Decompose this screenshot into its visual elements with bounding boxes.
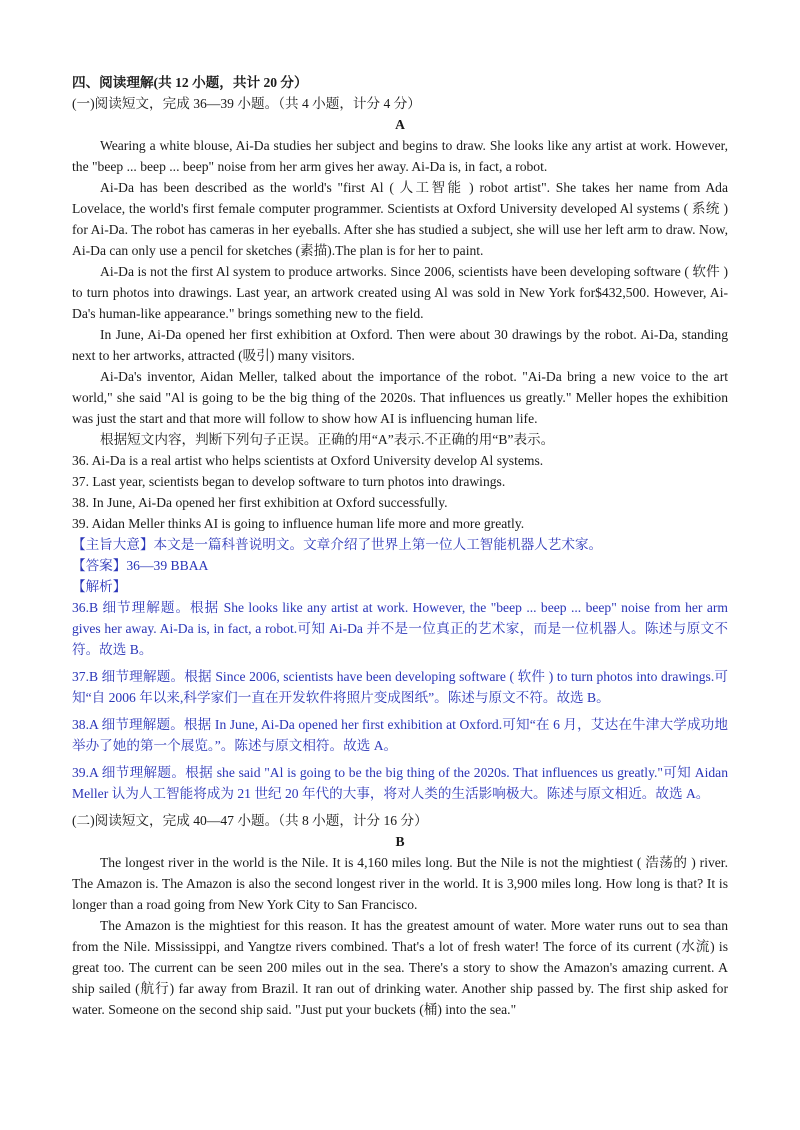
instructions: 根据短文内容，判断下列句子正误。正确的用“A”表示.不正确的用“B”表示。 bbox=[100, 432, 555, 447]
passage-a-paragraph: In June, Ai-Da opened her first exhibition at Oxford. Then were about 30 drawings by the robot. Ai-Da, standing next to her artworks, attracted (吸引) many visitors. bbox=[72, 327, 728, 363]
passage-b-paragraph: The Amazon is the mightiest for this reason. It has the greatest amount of water. More water runs out to sea than from the Nile. Mississippi, and Yangtze rivers combined. That's a lot of fresh water! The force of its current (水流) is great too. The current can be seen 200 miles out in the sea. There's a story to show the Amazon's amazing current. A ship sailed (航行) far away from Brazil. It ran out of drinking water. Another ship passed by. The first ship asked for water. Someone on the second ship said. "Just put your buckets (桶) into the sea." bbox=[72, 918, 728, 1017]
section-title: 四、阅读理解(共 12 小题，共计 20 分） bbox=[72, 75, 308, 90]
passage-b-paragraph: The longest river in the world is the Nile. It is 4,160 miles long. But the Nile is not the mightiest ( 浩荡的 ) river. The Amazon is. The Amazon is also the second longest river in the world. It is 3,900 miles long. How long is that? It is longer than a road going from New York City to San Francisco. bbox=[72, 855, 728, 912]
question-item: 39. Aidan Meller thinks AI is going to influence human life more and more greatly. bbox=[72, 516, 525, 531]
passage-a-paragraph: Ai-Da is not the first Al system to produce artworks. Since 2006, scientists have been developing software ( 软件 ) to turn photos into drawings. Last year, an artwork created using Al was sold in New York for$432,500. However, Ai-Da's human-like appearance." brings something new to the field. bbox=[72, 264, 728, 321]
passage-b-label: B bbox=[395, 834, 405, 849]
analysis-item: 36.B 细节理解题。根据 She looks like any artist at work. However, the "beep ... beep ... beep" noise from her arm gives her away. Ai-Da is, in fact, a robot.可知 Ai-Da 并不是一位真正的艺术家，而是一位机器人。陈述与原文不符。故选 B。 bbox=[72, 600, 728, 657]
question-item: 36. Ai-Da is a real artist who helps scientists at Oxford University develop Al systems. bbox=[72, 453, 544, 468]
analysis-item: 37.B 细节理解题。根据 Since 2006, scientists have been developing software ( 软件 ) to turn photos into drawings.可知“自 2006 年以来,科学家们一直在开发软件将照片变成图纸”。陈述与原文不符。故选 B。 bbox=[72, 669, 728, 705]
part2-intro: (二)阅读短文，完成 40—47 小题。（共 8 小题，计分 16 分） bbox=[72, 813, 428, 828]
part1-intro: (一)阅读短文，完成 36—39 小题。（共 4 小题，计分 4 分） bbox=[72, 96, 421, 111]
analysis-item: 38.A 细节理解题。根据 In June, Ai-Da opened her first exhibition at Oxford.可知“在 6 月，艾达在牛津大学成功地举办了她的第一个展览。”。陈述与原文相符。故选 A。 bbox=[72, 717, 728, 753]
passage-a-paragraph: Ai-Da's inventor, Aidan Meller, talked about the importance of the robot. "Ai-Da bring a new voice to the art world," she said "Al is going to be the big thing of the 2020s. That influences us greatly." Meller hopes the exhibition was just the start and that more will follow to show how AI is influencing human life. bbox=[72, 369, 728, 426]
analysis-label: 【解析】 bbox=[72, 579, 127, 594]
passage-a-paragraph: Ai-Da has been described as the world's "first Al ( 人工智能 ) robot artist". She takes her name from Ada Lovelace, the world's first female computer programmer. Scientists at Oxford University developed Al systems ( 系统 ) for Ai-Da. The robot has cameras in her eyeballs. After she has studied a subject, she will use her left arm to draw. Now, Ai-Da can only use a pencil for sketches (素描).The plan is for her to paint. bbox=[72, 180, 728, 258]
passage-a-label: A bbox=[395, 117, 405, 132]
question-item: 37. Last year, scientists began to develop software to turn photos into drawings. bbox=[72, 474, 506, 489]
analysis-item: 39.A 细节理解题。根据 she said "Al is going to be the big thing of the 2020s. That influences us greatly."可知 Aidan Meller 认为人工智能将成为 21 世纪 20 年代的大事，将对人类的生活影响极大。陈述与原文相近。故选 A。 bbox=[72, 765, 728, 801]
passage-a-paragraph: Wearing a white blouse, Ai-Da studies her subject and begins to draw. She looks like any artist at work. However, the "beep ... beep ... beep" noise from her arm gives her away. Ai-Da is, in fact, a robot. bbox=[72, 138, 728, 174]
document-page bbox=[72, 72, 728, 1020]
question-item: 38. In June, Ai-Da opened her first exhibition at Oxford successfully. bbox=[72, 495, 448, 510]
main-idea: 【主旨大意】本文是一篇科普说明文。文章介绍了世界上第一位人工智能机器人艺术家。 bbox=[72, 537, 603, 552]
answer-key: 【答案】36—39 BBAA bbox=[72, 558, 209, 573]
